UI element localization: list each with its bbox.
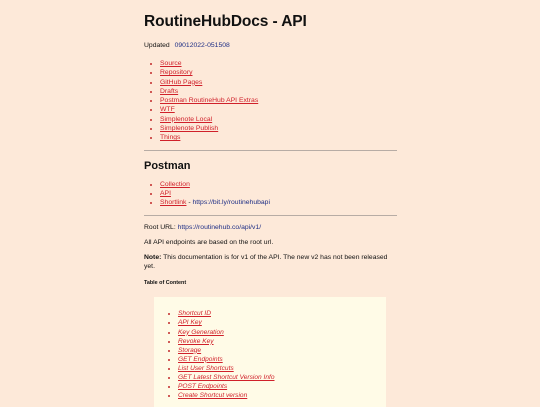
toc-link-key-generation[interactable]: Key Generation: [178, 328, 224, 336]
toc-link-revoke-key[interactable]: Revoke Key: [178, 337, 214, 345]
simplenote-local-link[interactable]: Simplenote Local: [160, 115, 213, 123]
updated-line: [144, 41, 397, 51]
api-link[interactable]: API: [160, 189, 171, 197]
toc-link-get-endpoints[interactable]: GET Endpoints: [178, 355, 223, 363]
list-item: [160, 180, 397, 189]
things-link[interactable]: Things: [160, 134, 181, 142]
list-item: [160, 68, 397, 77]
toc-box: [154, 297, 386, 407]
list-item: [160, 198, 397, 207]
toc-item: [178, 373, 386, 382]
page-title: RoutineHubDocs - API: [144, 13, 307, 30]
shortlink-separator: -: [188, 199, 191, 207]
toc-item: [178, 318, 386, 327]
toc-item: [178, 391, 386, 400]
toc-item: [178, 337, 386, 346]
toc-item: [178, 346, 386, 355]
toc-link-shortcut-id[interactable]: Shortcut ID: [178, 310, 211, 318]
shortlink-url[interactable]: https://bit.ly/routinehubapi: [192, 199, 270, 207]
postman-links-list: [144, 180, 397, 208]
toc-link-post-endpoints[interactable]: POST Endpoints: [178, 383, 228, 391]
list-item: [160, 59, 397, 68]
toc-link-storage[interactable]: Storage: [178, 346, 202, 354]
toc-item: [178, 309, 386, 318]
toc-link-get-latest-version[interactable]: GET Latest Shortcut Version Info: [178, 374, 275, 382]
toc-item: [178, 328, 386, 337]
postman-heading: Postman: [144, 159, 191, 172]
divider: [144, 150, 397, 151]
toc-link-api-key[interactable]: API Key: [178, 319, 202, 327]
toc-list: [154, 309, 386, 400]
toc-item: [178, 382, 386, 391]
source-link[interactable]: Source: [160, 60, 182, 67]
list-item: [160, 189, 397, 198]
updated-label: Updated: [144, 42, 170, 49]
collection-link[interactable]: Collection: [160, 180, 190, 188]
document-page: [144, 0, 397, 407]
list-item: [160, 78, 397, 87]
toc-item: [178, 364, 386, 373]
drafts-link[interactable]: Drafts: [160, 87, 179, 95]
root-url-label: Root URL:: [144, 223, 176, 231]
toc-item: [178, 355, 386, 364]
note-label: Note:: [144, 253, 162, 261]
version-note: [144, 253, 397, 271]
divider: [144, 215, 397, 216]
list-item: [160, 133, 397, 142]
toc-link-list-user-shortcuts[interactable]: List User Shortcuts: [178, 364, 234, 372]
postman-extras-link[interactable]: Postman RoutineHub API Extras: [160, 97, 259, 105]
list-item: [160, 124, 397, 133]
simplenote-publish-link[interactable]: Simplenote Publish: [160, 125, 219, 133]
top-links-list: [144, 59, 397, 143]
note-body: This documentation is for v1 of the API. The new v2 has not been released yet.: [144, 253, 388, 271]
updated-timestamp: 09012022-051508: [174, 42, 230, 49]
repository-link[interactable]: Repository: [160, 69, 193, 77]
list-item: [160, 105, 397, 114]
root-url-note: All API endpoints are based on the root url.: [144, 238, 274, 246]
root-url-line: [144, 223, 397, 232]
root-url-value[interactable]: https://routinehub.co/api/v1/: [177, 223, 262, 231]
toc-link-create-shortcut-version[interactable]: Create Shortcut version: [178, 392, 248, 400]
list-item: [160, 87, 397, 96]
list-item: [160, 115, 397, 124]
list-item: [160, 96, 397, 105]
github-pages-link[interactable]: GitHub Pages: [160, 78, 203, 86]
toc-title: Table of Content: [144, 280, 187, 287]
wtf-link[interactable]: WTF: [160, 106, 175, 114]
shortlink-link[interactable]: Shortlink: [160, 199, 187, 207]
